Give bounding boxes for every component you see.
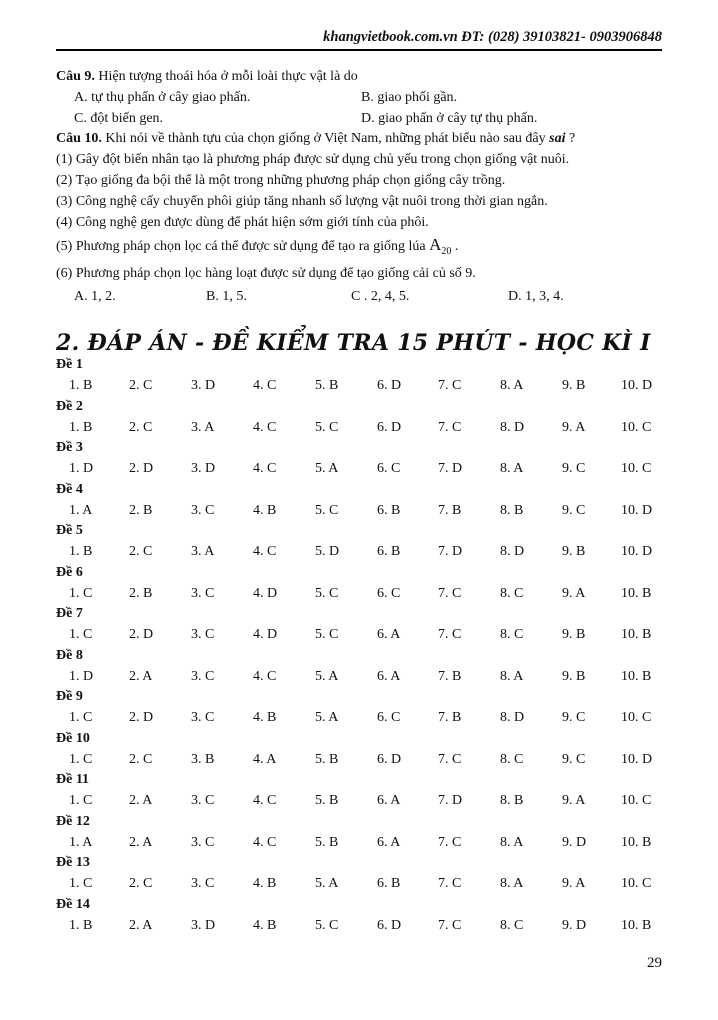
question-9-options-row1 [56,88,664,109]
answer-set-title: Đề 11 [56,772,90,787]
answer-set-title: Đề 7 [56,606,83,621]
answer-item: 8. C [500,917,524,933]
answer-item: 5. B [315,751,339,767]
answer-item: 9. D [562,834,587,850]
answer-item: 3. C [191,710,215,725]
answer-item: 6. D [377,917,402,933]
answer-item: 3. D [191,461,216,476]
option: B. 1, 5. [206,289,247,305]
answer-item: 10. D [621,751,653,767]
answer-item: 2. C [129,544,153,559]
answer-item: 3. C [191,585,215,601]
answer-item: 6. A [377,668,401,684]
answer-item: 1. D [69,668,94,684]
answer-item: 10. C [621,461,652,476]
answer-set [56,438,664,480]
answer-item: 5. B [315,793,339,808]
statement-5-end: . [451,239,459,255]
answer-set [56,397,664,439]
answer-item: 4. C [253,544,277,559]
answer-set-title: Đề 6 [56,564,83,580]
answer-item: 1. A [69,834,93,850]
statement-5-variety: A [429,235,442,255]
answer-row [56,417,664,438]
answer-item: 3. C [191,502,215,518]
option: A. tự thụ phấn ở cây giao phấn. [74,89,251,105]
answer-item: 7. D [438,793,463,808]
statement-5 [56,233,664,264]
answer-item: 8. A [500,834,524,850]
question-9-options-row2 [56,109,664,130]
answer-row [56,375,664,396]
answer-item: 1. B [69,544,93,559]
answer-set-title: Đề 4 [56,481,83,497]
answer-item: 7. B [438,502,462,518]
answer-row [56,873,664,894]
answer-item: 7. B [438,710,462,725]
answer-item: 3. C [191,834,215,850]
question-10-text-end: ? [565,131,576,147]
answer-item: 6. D [377,419,402,435]
answer-set [56,480,664,522]
question-10-text: Khi nói về thành tựu của chọn giống ở Việt Nam, những phát biểu nào sau đây [101,131,550,147]
answer-set-title: Đề 8 [56,647,83,663]
statement: (2) Tạo giống đa bội thể là một trong những phương pháp chọn giống cây trồng. [56,172,506,188]
answer-item: 5. C [315,917,339,933]
answer-item: 9. A [562,585,586,601]
question-9-text: Hiện tượng thoái hóa ở mỗi loài thực vật là do [94,69,358,84]
answer-item: 8. C [500,585,524,601]
question-9 [56,67,664,88]
answer-item: 5. B [315,834,339,850]
answer-item: 3. A [191,544,215,559]
answer-item: 9. B [562,668,586,684]
answer-item: 4. C [253,793,277,808]
option: B. giao phối gần. [361,89,458,105]
answer-item: 1. C [69,627,93,642]
answer-item: 10. B [621,585,652,601]
answer-item: 8. B [500,793,524,808]
answer-item: 9. C [562,502,586,518]
answer-item: 1. C [69,585,93,601]
answer-item: 2. B [129,585,153,601]
answer-item: 2. A [129,917,153,933]
answer-item: 2. C [129,876,153,891]
answer-item: 1. C [69,710,93,725]
answer-row [56,541,664,562]
answer-set [56,521,664,563]
option: A. 1, 2. [74,289,116,305]
answer-item: 1. D [69,461,94,476]
answer-set [56,687,664,729]
answer-item: 5. A [315,668,339,684]
answer-item: 7. B [438,668,462,684]
answer-item: 9. C [562,710,586,725]
answer-row [56,583,664,604]
question-10 [56,129,664,150]
answer-item: 8. A [500,461,524,476]
answer-row [56,915,664,936]
answer-item: 2. A [129,668,153,684]
answer-item: 7. C [438,419,462,435]
answer-item: 1. B [69,917,93,933]
answer-item: 9. A [562,419,586,435]
answer-item: 2. D [129,710,154,725]
answer-item: 4. B [253,876,277,891]
answer-item: 7. C [438,378,462,393]
answer-item: 5. B [315,378,339,393]
answer-set [56,646,664,688]
answer-item: 8. C [500,751,524,767]
answer-item: 7. D [438,544,463,559]
answer-item: 9. D [562,917,587,933]
answer-item: 10. C [621,419,652,435]
answer-item: 2. D [129,461,154,476]
answer-item: 8. D [500,710,525,725]
answer-row [56,666,664,687]
statement: (6) Phương pháp chọn lọc hàng loạt được sử dụng để tạo giống cải củ số 9. [56,266,476,282]
answer-item: 4. C [253,668,277,684]
answer-item: 10. C [621,710,652,725]
answer-item: 4. C [253,419,277,435]
questions-section [56,67,664,308]
answer-item: 6. D [377,378,402,393]
answer-item: 3. A [191,419,215,435]
answer-item: 2. A [129,793,153,808]
question-10-emphasis: sai [549,131,566,147]
answer-row [56,790,664,811]
answer-item: 7. D [438,461,463,476]
question-10-label: Câu 10. [56,131,102,147]
question-10-options [56,287,664,308]
statement: (1) Gây đột biến nhân tạo là phương pháp được sử dụng chủ yếu trong chọn giống vật nuôi. [56,152,570,168]
answer-item: 3. C [191,668,215,684]
answer-row [56,500,664,521]
answer-set [56,853,664,895]
answer-item: 1. B [69,419,93,435]
answer-item: 5. A [315,461,339,476]
answer-item: 8. A [500,668,524,684]
answer-item: 8. A [500,876,524,891]
answer-item: 4. B [253,502,277,518]
statement: (4) Công nghệ gen được dùng để phát hiện sớm giới tính của phôi. [56,214,429,230]
answer-item: 4. B [253,710,277,725]
answer-item: 3. C [191,876,215,891]
statement: (3) Công nghệ cấy chuyển phôi giúp tăng nhanh số lượng vật nuôi trong thời gian ngắn. [56,193,548,209]
answer-item: 4. D [253,585,278,601]
answer-item: 10. D [621,544,653,559]
answer-item: 7. C [438,751,462,767]
answer-item: 3. C [191,627,215,642]
answer-set [56,895,664,937]
answer-item: 6. D [377,751,402,767]
answer-row [56,707,664,728]
answer-item: 4. C [253,834,277,850]
answer-row [56,458,664,479]
answer-item: 5. C [315,585,339,601]
answer-set-title: Đề 9 [56,689,83,704]
answer-item: 5. C [315,627,339,642]
answer-item: 4. C [253,378,277,393]
answer-item: 1. C [69,876,93,891]
page-number: 29 [647,955,662,971]
answer-set-title: Đề 5 [56,523,83,538]
answer-item: 6. C [377,461,401,476]
answer-item: 4. C [253,461,277,476]
answer-item: 8. B [500,502,524,518]
answer-item: 6. B [377,876,401,891]
answer-item: 3. B [191,751,215,767]
header-rule [56,49,662,51]
answer-item: 8. C [500,627,524,642]
answer-item: 9. C [562,461,586,476]
answer-item: 7. C [438,917,462,933]
answer-set [56,355,664,397]
answer-key [56,355,664,936]
answer-item: 6. B [377,502,401,518]
page-header: khangvietbook.com.vn ĐT: (028) 39103821- 0903906848 [323,29,662,45]
answer-item: 6. A [377,834,401,850]
answer-row [56,832,664,853]
option: C . 2, 4, 5. [351,289,410,305]
answer-set-title: Đề 13 [56,855,90,870]
answer-item: 3. D [191,378,216,393]
answer-item: 1. B [69,378,93,393]
statement-5-text: (5) Phương pháp chọn lọc cá thể được sử dụng để tạo ra giống lúa [56,239,430,255]
option: D. 1, 3, 4. [508,289,564,305]
answer-item: 7. C [438,834,462,850]
answer-item: 1. C [69,793,93,808]
answer-item: 2. B [129,502,153,518]
answer-item: 10. B [621,834,652,850]
answer-item: 5. A [315,876,339,891]
answer-item: 9. B [562,378,586,393]
answer-set [56,770,664,812]
answer-item: 6. C [377,585,401,601]
answer-item: 10. B [621,917,652,933]
answer-item: 1. C [69,751,93,767]
answer-item: 5. D [315,544,340,559]
section-title: 2. ĐÁP ÁN - ĐỀ KIỂM TRA 15 PHÚT - HỌC KÌ I [56,330,651,356]
answer-item: 8. A [500,378,524,393]
answer-item: 10. C [621,876,652,891]
answer-set-title: Đề 1 [56,357,83,372]
answer-set-title: Đề 12 [56,813,90,829]
answer-row [56,624,664,645]
answer-item: 9. A [562,876,586,891]
answer-item: 4. D [253,627,278,642]
answer-set [56,563,664,605]
answer-item: 7. C [438,585,462,601]
answer-item: 4. A [253,751,277,767]
answer-item: 5. A [315,710,339,725]
answer-item: 9. B [562,544,586,559]
answer-item: 9. C [562,751,586,767]
answer-set [56,729,664,771]
answer-item: 6. C [377,710,401,725]
answer-item: 2. C [129,419,153,435]
answer-set-title: Đề 10 [56,730,90,746]
answer-item: 3. D [191,917,216,933]
answer-set-title: Đề 2 [56,398,83,414]
option: C. đột biến gen. [74,110,164,126]
answer-item: 2. D [129,627,154,642]
answer-item: 10. D [621,378,653,393]
answer-item: 2. C [129,751,153,767]
answer-item: 4. B [253,917,277,933]
answer-set [56,604,664,646]
answer-item: 10. C [621,793,652,808]
answer-item: 10. B [621,627,652,642]
answer-item: 7. C [438,627,462,642]
answer-item: 6. B [377,544,401,559]
statement-5-subscript: 20 [441,246,452,258]
answer-item: 10. B [621,668,652,684]
answer-set-title: Đề 3 [56,440,83,455]
answer-item: 9. A [562,793,586,808]
answer-item: 6. A [377,627,401,642]
answer-item: 8. D [500,544,525,559]
question-9-label: Câu 9. [56,69,95,84]
answer-item: 2. A [129,834,153,850]
answer-set [56,812,664,854]
answer-item: 9. B [562,627,586,642]
answer-item: 3. C [191,793,215,808]
answer-item: 5. C [315,502,339,518]
answer-set-title: Đề 14 [56,896,90,912]
answer-row [56,749,664,770]
answer-item: 10. D [621,502,653,518]
answer-item: 5. C [315,419,339,435]
option: D. giao phấn ở cây tự thụ phấn. [361,110,538,126]
answer-item: 2. C [129,378,153,393]
answer-item: 7. C [438,876,462,891]
answer-item: 1. A [69,502,93,518]
answer-item: 6. A [377,793,401,808]
answer-item: 8. D [500,419,525,435]
